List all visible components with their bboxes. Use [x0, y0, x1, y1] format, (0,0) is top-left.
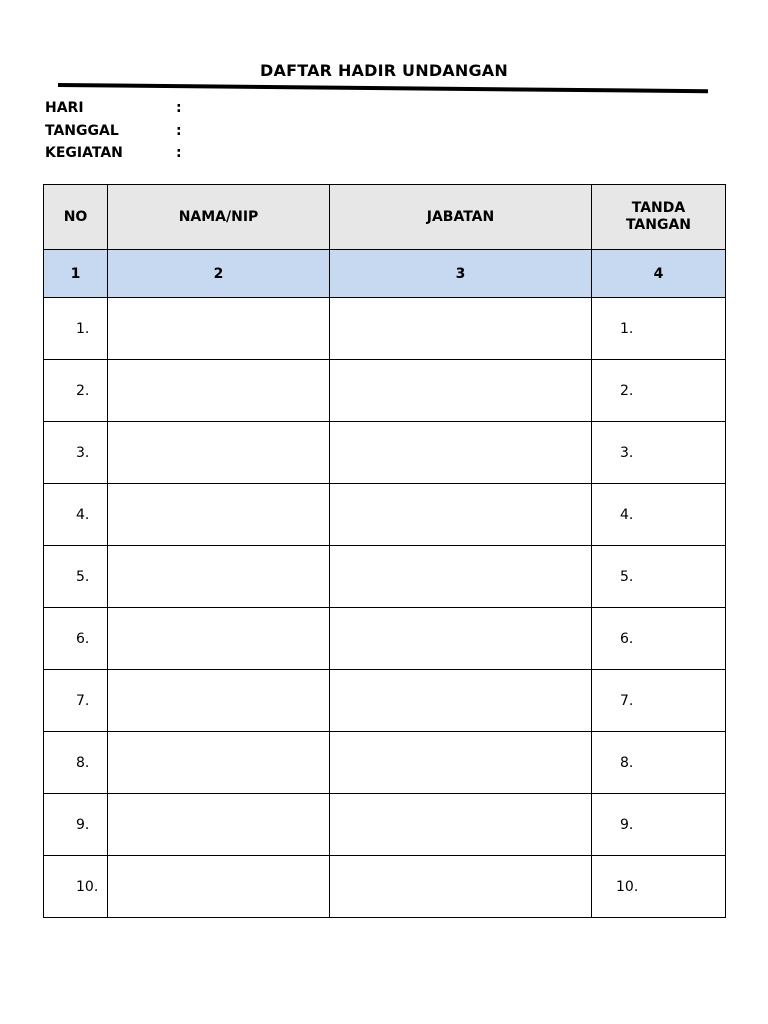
column-number-row	[44, 250, 726, 298]
field-kegiatan	[45, 142, 186, 165]
column-number: 2	[108, 250, 330, 298]
signature-cell[interactable]: 7.	[592, 670, 726, 732]
row-number: 2.	[44, 360, 108, 422]
signature-cell[interactable]: 3.	[592, 422, 726, 484]
info-fields	[45, 97, 186, 165]
field-colon: :	[176, 122, 182, 139]
jabatan-cell[interactable]	[330, 484, 592, 546]
nama-cell[interactable]	[108, 670, 330, 732]
header-no: NO	[44, 185, 108, 250]
signature-cell[interactable]: 4.	[592, 484, 726, 546]
field-label: KEGIATAN	[45, 145, 123, 161]
field-colon: :	[176, 100, 182, 116]
row-number: 3.	[44, 422, 108, 484]
field-hari	[45, 97, 186, 120]
row-number: 7.	[44, 670, 108, 732]
row-number: 6.	[44, 608, 108, 670]
row-number: 8.	[44, 732, 108, 794]
jabatan-cell[interactable]	[330, 298, 592, 360]
nama-cell[interactable]	[108, 360, 330, 422]
table-row	[44, 360, 726, 422]
signature-cell[interactable]: 5.	[592, 546, 726, 608]
nama-cell[interactable]	[108, 608, 330, 670]
jabatan-cell[interactable]	[330, 422, 592, 484]
row-number: 9.	[44, 794, 108, 856]
jabatan-cell[interactable]	[330, 856, 592, 918]
table-row	[44, 732, 726, 794]
table-row	[44, 794, 726, 856]
field-tanggal	[45, 120, 186, 143]
table-row	[44, 546, 726, 608]
field-colon: :	[176, 145, 182, 161]
field-label: HARI	[45, 100, 84, 116]
page-title: DAFTAR HADIR UNDANGAN	[260, 61, 508, 80]
table-row	[44, 422, 726, 484]
nama-cell[interactable]	[108, 484, 330, 546]
row-number: 4.	[44, 484, 108, 546]
signature-cell[interactable]: 9.	[592, 794, 726, 856]
nama-cell[interactable]	[108, 298, 330, 360]
row-number: 5.	[44, 546, 108, 608]
row-number: 1.	[44, 298, 108, 360]
column-number: 3	[330, 250, 592, 298]
attendance-table	[43, 184, 726, 918]
row-number: 10.	[44, 856, 108, 918]
nama-cell[interactable]	[108, 422, 330, 484]
table-header-row	[44, 185, 726, 250]
signature-cell[interactable]: 6.	[592, 608, 726, 670]
signature-cell[interactable]: 10.	[592, 856, 726, 918]
jabatan-cell[interactable]	[330, 546, 592, 608]
signature-cell[interactable]: 8.	[592, 732, 726, 794]
jabatan-cell[interactable]	[330, 608, 592, 670]
table-row	[44, 670, 726, 732]
signature-cell[interactable]: 1.	[592, 298, 726, 360]
nama-cell[interactable]	[108, 794, 330, 856]
nama-cell[interactable]	[108, 856, 330, 918]
title-underline	[58, 83, 708, 93]
nama-cell[interactable]	[108, 732, 330, 794]
jabatan-cell[interactable]	[330, 794, 592, 856]
column-number: 1	[44, 250, 108, 298]
header-nama-nip: NAMA/NIP	[108, 185, 330, 250]
field-label: TANGGAL	[45, 122, 119, 139]
jabatan-cell[interactable]	[330, 360, 592, 422]
table-row	[44, 298, 726, 360]
signature-cell[interactable]: 2.	[592, 360, 726, 422]
header-tanda-tangan	[592, 185, 726, 250]
table-row	[44, 484, 726, 546]
jabatan-cell[interactable]	[330, 670, 592, 732]
header-jabatan: JABATAN	[330, 185, 592, 250]
table-row	[44, 856, 726, 918]
nama-cell[interactable]	[108, 546, 330, 608]
header-tanda-tangan-text: TANDA TANGAN	[625, 200, 692, 233]
jabatan-cell[interactable]	[330, 732, 592, 794]
column-number: 4	[592, 250, 726, 298]
table-row	[44, 608, 726, 670]
